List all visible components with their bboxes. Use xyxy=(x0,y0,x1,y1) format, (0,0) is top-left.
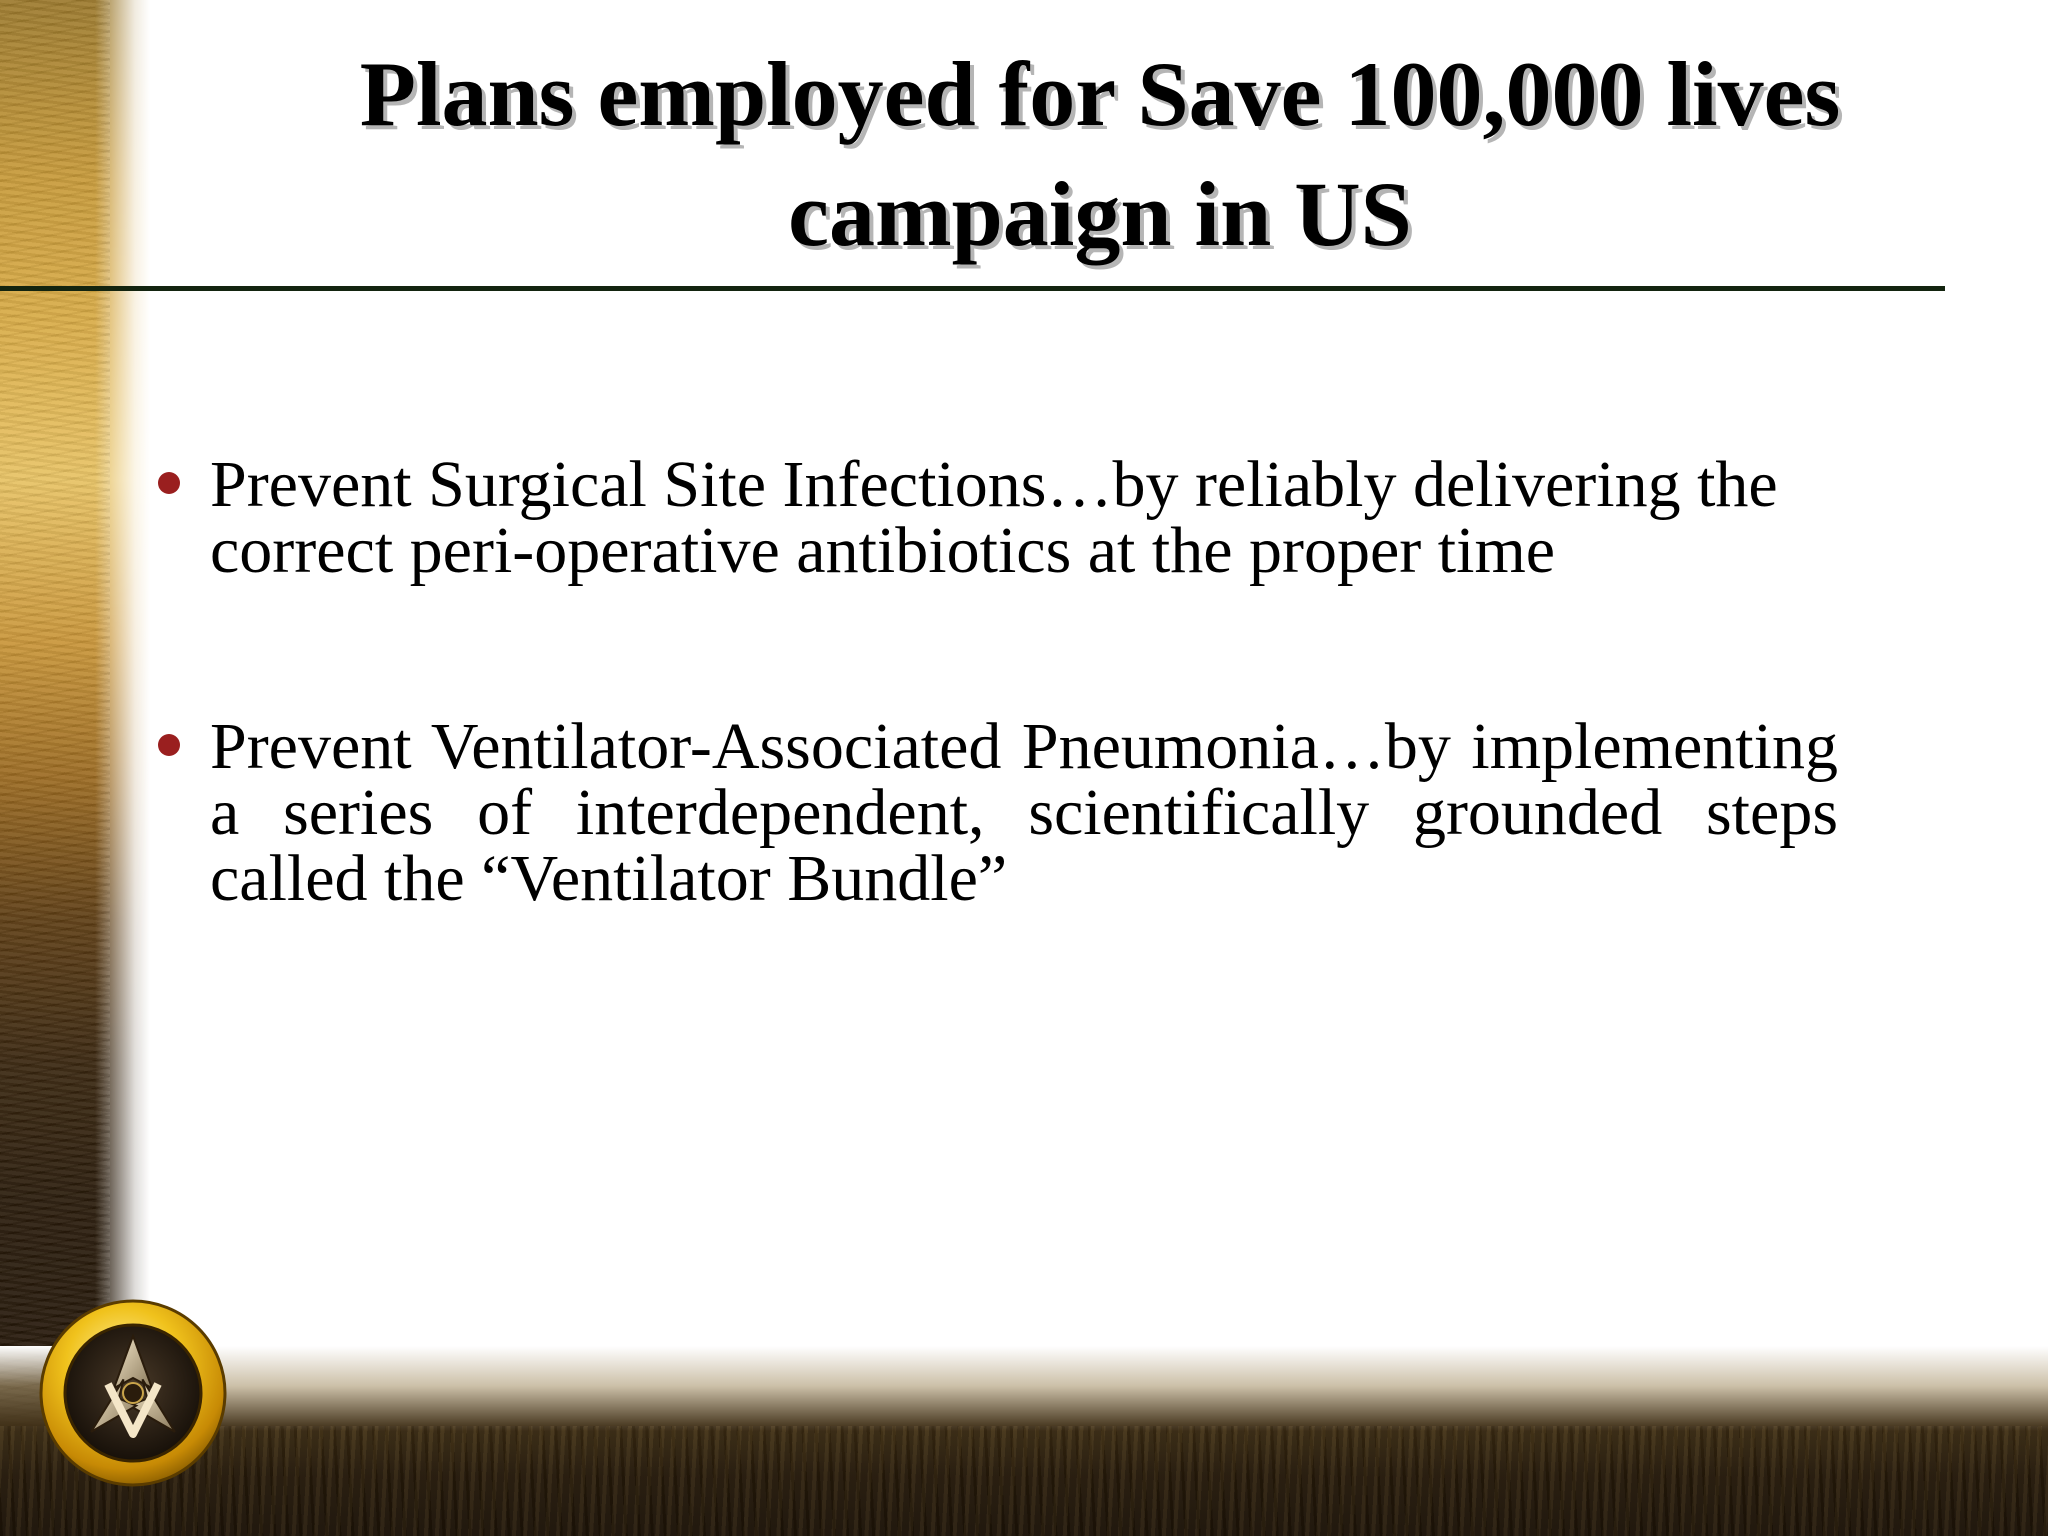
bullet-text: Prevent Ventilator-Associated Pneumonia…by implementing a series of interdependent, scientifically grounded steps called the “Ventilator Bundle” xyxy=(210,710,1838,915)
bullet-item xyxy=(158,448,1838,587)
slide-title-line-1: Plans employed for Save 100,000 lives xyxy=(359,43,1841,145)
bottom-band-texture xyxy=(0,1426,2048,1536)
bullet-dot-icon xyxy=(158,472,180,494)
title-divider xyxy=(0,286,1945,291)
bullet-list xyxy=(158,448,1838,915)
bullet-item xyxy=(158,710,1838,915)
bullet-dot-icon xyxy=(158,734,180,756)
slide-title xyxy=(180,34,2020,274)
gold-ring-emblem-icon xyxy=(36,1296,230,1490)
bullet-text: Prevent Surgical Site Infections…by reliably delivering the correct peri-operative antibiotics at the proper time xyxy=(210,448,1778,587)
slide-title-line-2: campaign in US xyxy=(788,163,1412,265)
